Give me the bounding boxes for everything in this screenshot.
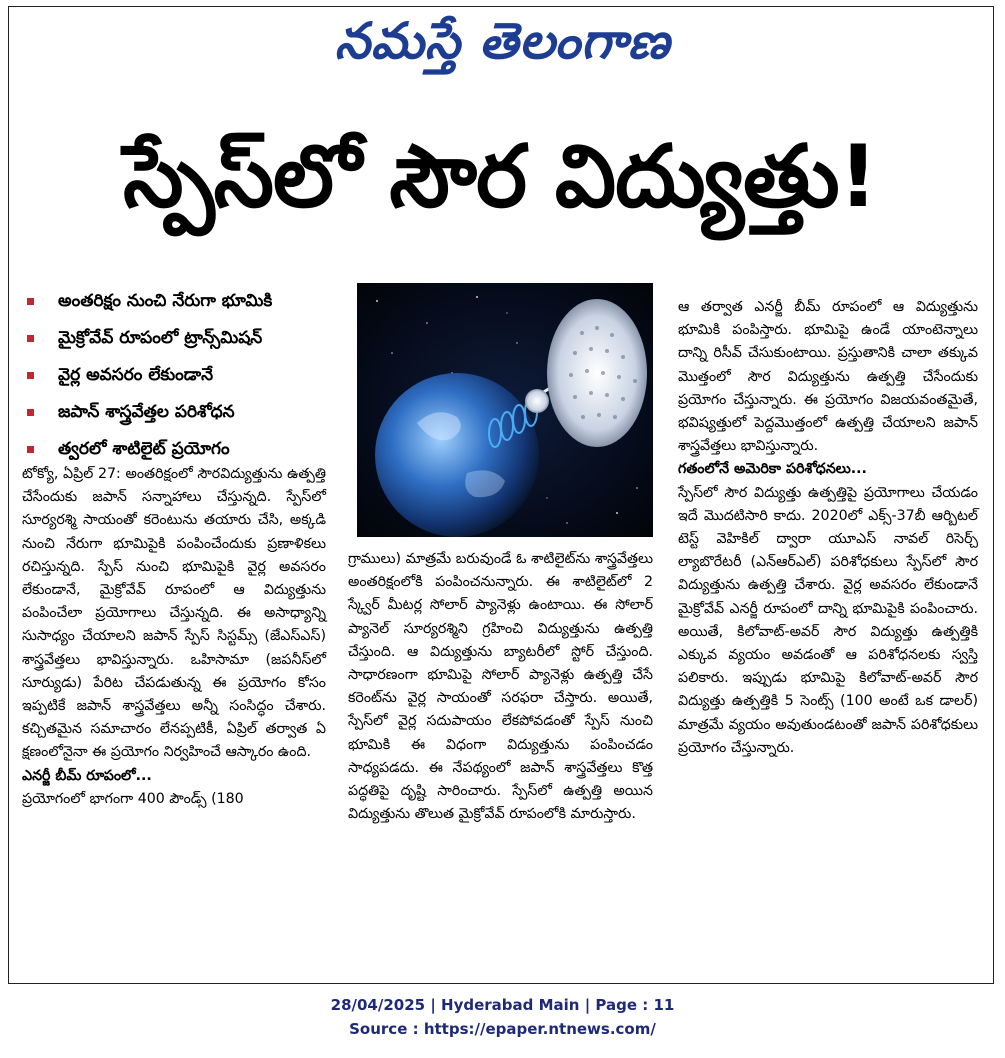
highlight-item: [22, 357, 340, 394]
highlight-text: వైర్ల అవసరం లేకుండానే: [58, 365, 214, 385]
satellite-beaming-earth-image: [357, 283, 653, 537]
paragraph: ఆ తర్వాత ఎనర్జీ బీమ్ రూపంలో ఆ విద్యుత్తును భూమికి పంపిస్తారు. భూమిపై ఉండే యాంటెన్నాలు దాన్ని రిసీవ్ చేసుకుంటాయి. ప్రస్తుతానికి చాలా తక్కువ మొత్తంలో సౌర విద్యుత్తును ఉత్పత్తి చేసేందుకు ప్రయోగం చేస్తున్నారు. ఈ ప్రయోగం విజయవంతమైతే, భవిష్యత్తులో పెద్దమొత్తంలో ఉత్పత్తి చేయాలని జపాన్ శాస్త్రవేత్తలు భావిస్తున్నారు.: [678, 299, 978, 455]
highlight-text: జపాన్ శాస్త్రవేత్తల పరిశోధన: [58, 402, 235, 422]
highlight-text: మైక్రోవేవ్ రూపంలో ట్రాన్స్‌మిషన్: [58, 328, 263, 348]
edition-info: 28/04/2025 | Hyderabad Main | Page : 11: [330, 996, 675, 1014]
bullet-square-icon: [27, 298, 34, 305]
paragraph: గ్రాములు) మాత్రమే బరువుండే ఓ శాటిలైట్‌ను శాస్త్రవేత్తలు అంతరిక్షంలోకి పంపించనున్నారు. ఈ శాటిలైట్‌లో 2 స్క్వేర్ మీటర్ల సోలార్ ప్యానెళ్లు ఉంటాయి. ఈ సోలార్ ప్యానెల్ సూర్యరశ్మిని గ్రహించి విద్యుత్తును ఉత్పత్తి చేస్తుంది. ఆ విద్యుత్తును బ్యాటరీలో స్టోర్ చేస్తుంది. సాధారణంగా భూమిపై సోలార్ ప్యానెళ్లు ఉత్పత్తి చేసే కరెంట్‌ను వైర్ల సాయంతో సరఫరా చేస్తారు. అయితే, స్పేస్‌లో వైర్ల సదుపాయం లేకపోవడంతో స్పేస్ నుంచి భూమికి ఈ విధంగా విద్యుత్తును పంపించడం సాధ్యపడదు. ఈ నేపథ్యంలో జపాన్ శాస్త్రవేత్తలు కొత్త పద్ధతిపై దృష్టి సారించారు. స్పేస్‌లో ఉత్పత్తి అయిన విద్యుత్తును తొలుత మైక్రోవేవ్ రూపంలోకి మారుస్తారు.: [348, 551, 653, 823]
highlight-text: త్వరలో శాటిలైట్ ప్రయోగం: [58, 439, 230, 459]
paragraph: స్పేస్‌లో సౌర విద్యుత్తు ఉత్పత్తిపై ప్రయోగాలు చేయడం ఇదే మొదటిసారి కాదు. 2020లో ఎక్స్-37బీ ఆర్బిటల్ టెస్ట్ వెహికిల్ ద్వారా యూఎస్ నావల్ రిసెర్చ్ ల్యాబొరేటరీ (ఎన్ఆర్ఎల్) పరిశోధకులు స్పేస్‌లో సౌర విద్యుత్తును ఉత్పత్తి చేశారు. వైర్ల అవసరం లేకుండానే మైక్రోవేవ్ ఎనర్జీ రూపంలో దాన్ని భూమిపైకి పంపించారు. అయితే, కిలోవాట్-అవర్ సౌర విద్యుత్తు ఉత్పత్తికి ఎక్కువ వ్యయం అవడంతో ఆ పరిశోధనలకు స్వస్తి పలికారు. ఇప్పుడు భూమిపై కిలోవాట్-అవర్ సౌర విద్యుత్తు ఉత్పత్తికి 5 సెంట్స్ (100 అంటే ఒక డాలర్) మాత్రమే వ్యయం అవుతుండటంతో జపాన్ పరిశోధకులు ప్రయోగం చేస్తున్నారు.: [678, 484, 978, 756]
highlight-item: [22, 283, 340, 320]
highlight-text: అంతరిక్షం నుంచి నేరుగా భూమికి: [58, 291, 273, 311]
source-link[interactable]: Source : https://epaper.ntnews.com/: [349, 1020, 656, 1038]
bullet-square-icon: [27, 335, 34, 342]
newspaper-masthead: నమస్తే తెలంగాణ: [334, 12, 671, 70]
subheading: ఎనర్జీ బీమ్ రూపంలో...: [22, 767, 152, 784]
article-column-1: [22, 463, 326, 811]
article-column-2: [348, 548, 653, 826]
highlight-item: [22, 320, 340, 357]
bullet-square-icon: [27, 409, 34, 416]
bullet-square-icon: [27, 372, 34, 379]
article-headline: స్పేస్‌లో సౌర విద్యుత్తు!: [123, 127, 877, 227]
paragraph: టోక్యో, ఏప్రిల్ 27: అంతరిక్షంలో సౌరవిద్యుత్తును ఉత్పత్తి చేసేందుకు జపాన్ సన్నాహాలు చేస్తున్నది. స్పేస్‌లో సూర్యరశ్మి సాయంతో కరెంటును తయారు చేసి, అక్కడి నుంచి నేరుగా భూమిపైకి పంపించేందుకు ప్రణాళికలు రచిస్తున్నది. స్పేస్ నుంచి భూమిపైకి వైర్ల అవసరం లేకుండానే, మైక్రోవేవ్ రూపంలో ఆ విద్యుత్తును పంపించేలా ప్రయోగాలు చేస్తున్నది. ఈ అసాధ్యాన్ని సుసాధ్యం చేయాలని జపాన్ స్పేస్ సిస్టమ్స్ (జేఎస్ఎస్) శాస్త్రవేత్తలు భావిస్తున్నారు. ఒహిసామా (జపనీస్‌లో సూర్యుడు) పేరిట చేపడుతున్న ఈ ప్రయోగం కోసం ఇప్పటికే జపాన్ శాస్త్రవేత్తలు అన్నీ సంసిద్ధం చేశారు. కచ్చితమైన సమాచారం లేనప్పటికీ, ఏప్రిల్ తర్వాత ఏ క్షణంలోనైనా ఈ ప్రయోగం నిర్వహించే ఆస్కారం ఉంది.: [22, 466, 326, 761]
highlight-item: [22, 394, 340, 431]
bullet-square-icon: [27, 446, 34, 453]
article-column-3: [678, 296, 978, 760]
paragraph: ప్రయోగంలో భాగంగా 400 పౌండ్స్ (180: [22, 790, 244, 807]
subheading: గతంలోనే అమెరికా పరిశోధనలు...: [678, 461, 867, 478]
highlights-list: [22, 283, 340, 468]
